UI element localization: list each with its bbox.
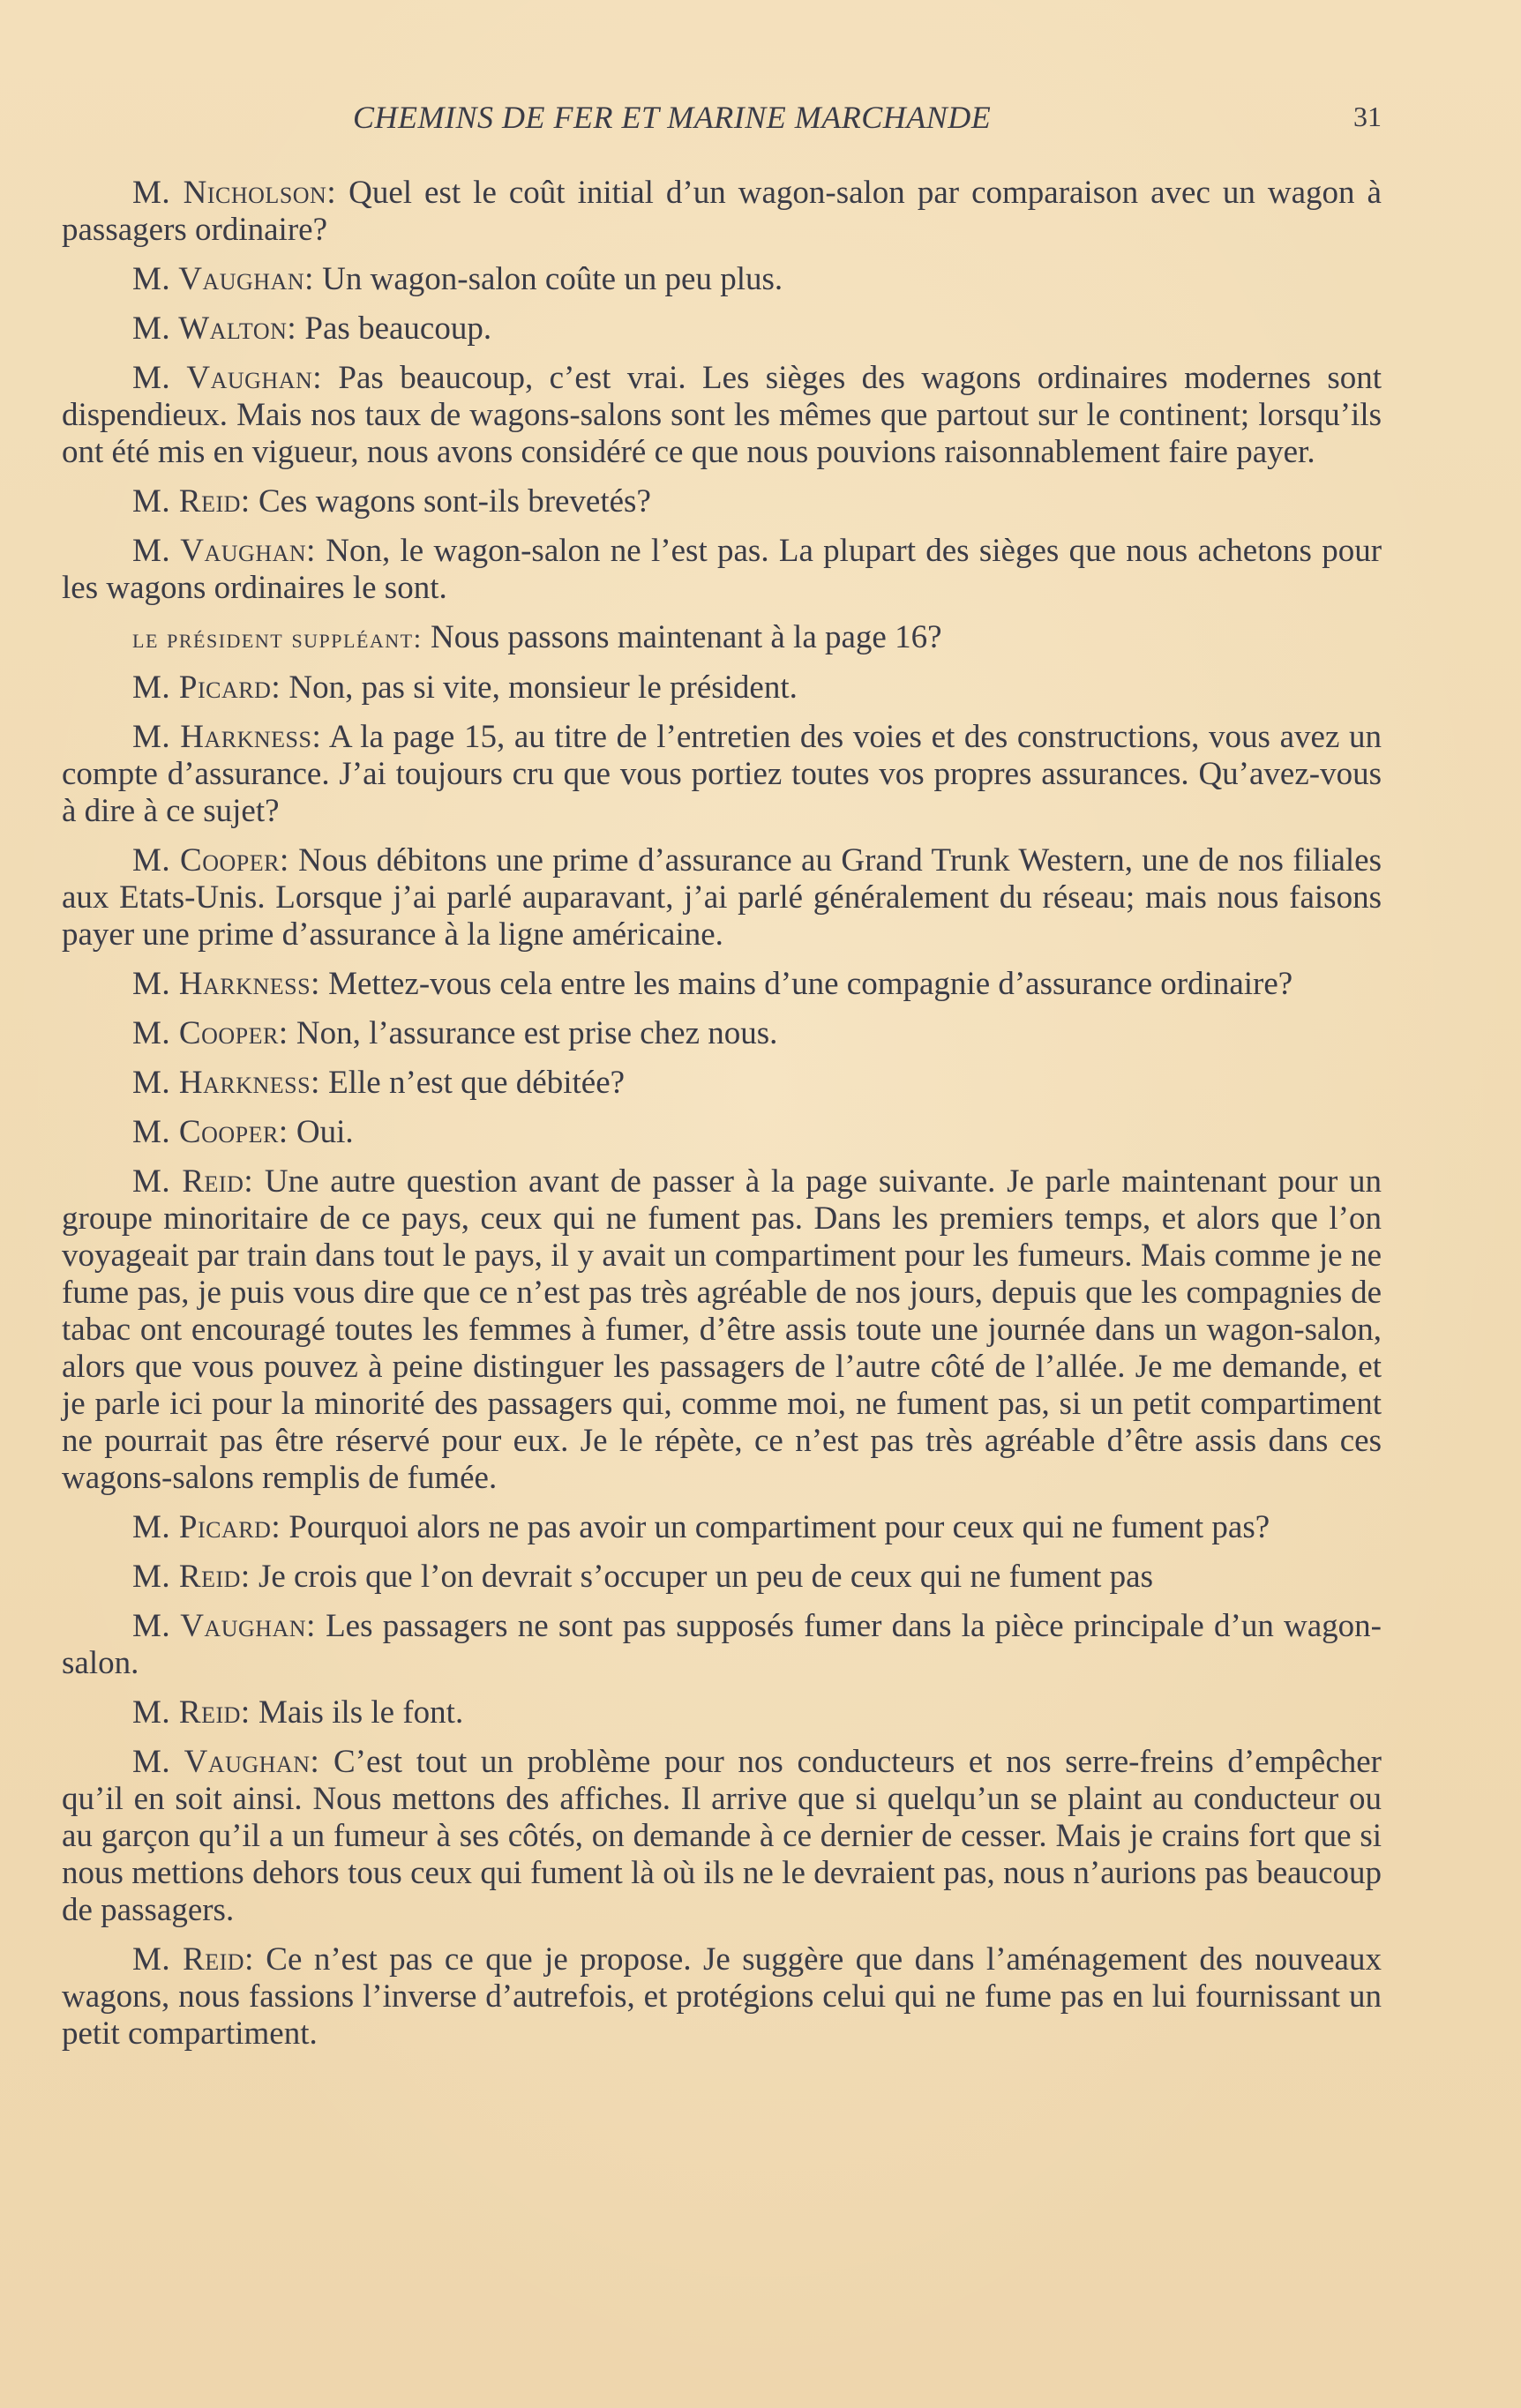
speaker-name: le président suppléant:	[132, 623, 423, 654]
paragraph	[62, 261, 1382, 298]
paragraph-text: Non, l’assurance est prise chez nous.	[288, 1015, 778, 1051]
paragraph	[62, 1509, 1382, 1546]
paragraph	[62, 1941, 1382, 2053]
paragraph	[62, 310, 1382, 348]
paragraph-text: Pourquoi alors ne pas avoir un compartiment pour ceux qui ne fument pas?	[281, 1509, 1270, 1545]
paragraph-text: C’est tout un problème pour nos conducteurs et nos serre-freins d’empêcher qu’il en soit ainsi. Nous mettons des affiches. Il arrive que si quelqu’un se plaint au conducteur ou au garçon qu’il a un fumeur à ses côtés, on demande à ce dernier de cesser. Mais je crains fort que si nous mettions dehors tous ceux qui fument là où ils ne le devraient pas, nous n’aurions pas beaucoup de passagers.	[62, 1744, 1382, 1928]
paragraph-text: Quel est le coût initial d’un wagon-salon par comparaison avec un wagon à passagers ordinaire?	[62, 175, 1382, 248]
paragraph-text: A la page 15, au titre de l’entretien des voies et des constructions, vous avez un compte d’assurance. J’ai toujours cru que vous portiez toutes vos propres assurances. Qu’avez-vous à dire à ce sujet?	[62, 719, 1382, 829]
speaker-name: M. Reid:	[132, 1163, 254, 1200]
paragraph	[62, 1065, 1382, 1102]
paragraph	[62, 1694, 1382, 1731]
paragraph-text: Pas beaucoup, c’est vrai. Les sièges des wagons ordinaires modernes sont dispendieux. Mais nos taux de wagons-salons sont les mêmes que partout sur le continent; lorsqu’ils ont été mis en vigueur, nous avons considéré ce que nous pouvions raisonnablement faire payer.	[62, 360, 1382, 470]
paragraph	[62, 842, 1382, 953]
paragraph	[62, 533, 1382, 607]
speaker-name: M. Walton:	[132, 310, 297, 347]
paragraph-text: Ces wagons sont-ils brevetés?	[250, 483, 651, 520]
running-title: CHEMINS DE FER ET MARINE MARCHANDE	[353, 100, 992, 135]
paragraph	[62, 719, 1382, 830]
speaker-name: M. Harkness:	[132, 1065, 320, 1101]
speaker-name: M. Vaughan:	[132, 1744, 320, 1780]
paragraph-text: Un wagon-salon coûte un peu plus.	[313, 261, 783, 297]
speaker-name: M. Nicholson:	[132, 175, 337, 211]
page-number: 31	[1353, 101, 1382, 132]
paragraph-text: Une autre question avant de passer à la page suivante. Je parle maintenant pour un groupe minoritaire de ce pays, ceux qui ne fument pas. Dans les premiers temps, et alors que l’on voyageait par train dans tout le pays, il y avait un compartiment pour les fumeurs. Mais comme je ne fume pas, je puis vous dire que ce n’est pas très agréable de nos jours, depuis que les compagnies de tabac ont encouragé toutes les femmes à fumer, d’être assis toute une journée dans un wagon-salon, alors que vous pouvez à peine distinguer les passagers de l’autre côté de l’allée. Je me demande, et je parle ici pour la minorité des passagers qui, comme moi, ne fument pas, si un petit compartiment ne pourrait pas être réservé pour eux. Je le répète, ce n’est pas très agréable d’être assis dans ces wagons-salons remplis de fumée.	[62, 1163, 1382, 1496]
paragraph-text: Nous débitons une prime d’assurance au Grand Trunk Western, une de nos filiales aux Etats-Unis. Lorsque j’ai parlé auparavant, j’ai parlé généralement du réseau; mais nous faisons payer une prime d’assurance à la ligne américaine.	[62, 842, 1382, 953]
paragraph-text: Non, le wagon-salon ne l’est pas. La plupart des sièges que nous achetons pour les wagons ordinaires le sont.	[62, 533, 1382, 606]
paragraph-text: Ce n’est pas ce que je propose. Je suggère que dans l’aménagement des nouveaux wagons, nous fassions l’inverse d’autrefois, et protégions celui qui ne fume pas en lui fournissant un petit compartiment.	[62, 1941, 1382, 2052]
paragraph	[62, 360, 1382, 471]
speaker-name: M. Reid:	[132, 1694, 251, 1731]
paragraph	[62, 1114, 1382, 1151]
body-text	[62, 175, 1382, 2053]
paragraph-text: Pas beaucoup.	[296, 310, 492, 347]
paragraph	[62, 483, 1382, 520]
paragraph	[62, 1559, 1382, 1596]
paragraph	[62, 966, 1382, 1003]
speaker-name: M. Harkness:	[132, 719, 322, 755]
paragraph-text: Mettez-vous cela entre les mains d’une compagnie d’assurance ordinaire?	[319, 966, 1293, 1002]
speaker-name: M. Reid:	[132, 1559, 251, 1595]
paragraph-text: Mais ils le font.	[250, 1694, 464, 1731]
paragraph	[62, 619, 1382, 657]
speaker-name: M. Cooper:	[132, 842, 289, 879]
speaker-name: M. Vaughan:	[132, 360, 323, 396]
paragraph-text: Les passagers ne sont pas supposés fumer dans la pièce principale d’un wagon-salon.	[62, 1608, 1382, 1681]
paragraph	[62, 1015, 1382, 1052]
speaker-name: M. Picard:	[132, 1509, 281, 1545]
speaker-name: M. Reid:	[132, 483, 251, 520]
page-header	[62, 99, 1382, 141]
paragraph	[62, 175, 1382, 249]
speaker-name: M. Picard:	[132, 669, 281, 706]
speaker-name: M. Cooper:	[132, 1114, 288, 1150]
paragraph	[62, 1744, 1382, 1929]
paragraph	[62, 1608, 1382, 1682]
speaker-name: M. Reid:	[132, 1941, 254, 1978]
paragraph	[62, 1163, 1382, 1497]
paragraph-text: Je crois que l’on devrait s’occuper un peu de ceux qui ne fument pas	[250, 1559, 1154, 1595]
paragraph	[62, 669, 1382, 707]
speaker-name: M. Vaughan:	[132, 533, 316, 569]
speaker-name: M. Cooper:	[132, 1015, 288, 1051]
paragraph-text: Nous passons maintenant à la page 16?	[422, 619, 942, 655]
paragraph-text: Oui.	[288, 1114, 354, 1150]
paragraph-text: Non, pas si vite, monsieur le président.	[281, 669, 798, 706]
speaker-name: M. Vaughan:	[132, 1608, 316, 1644]
speaker-name: M. Vaughan:	[132, 261, 314, 297]
paragraph-text: Elle n’est que débitée?	[319, 1065, 626, 1101]
speaker-name: M. Harkness:	[132, 966, 320, 1002]
